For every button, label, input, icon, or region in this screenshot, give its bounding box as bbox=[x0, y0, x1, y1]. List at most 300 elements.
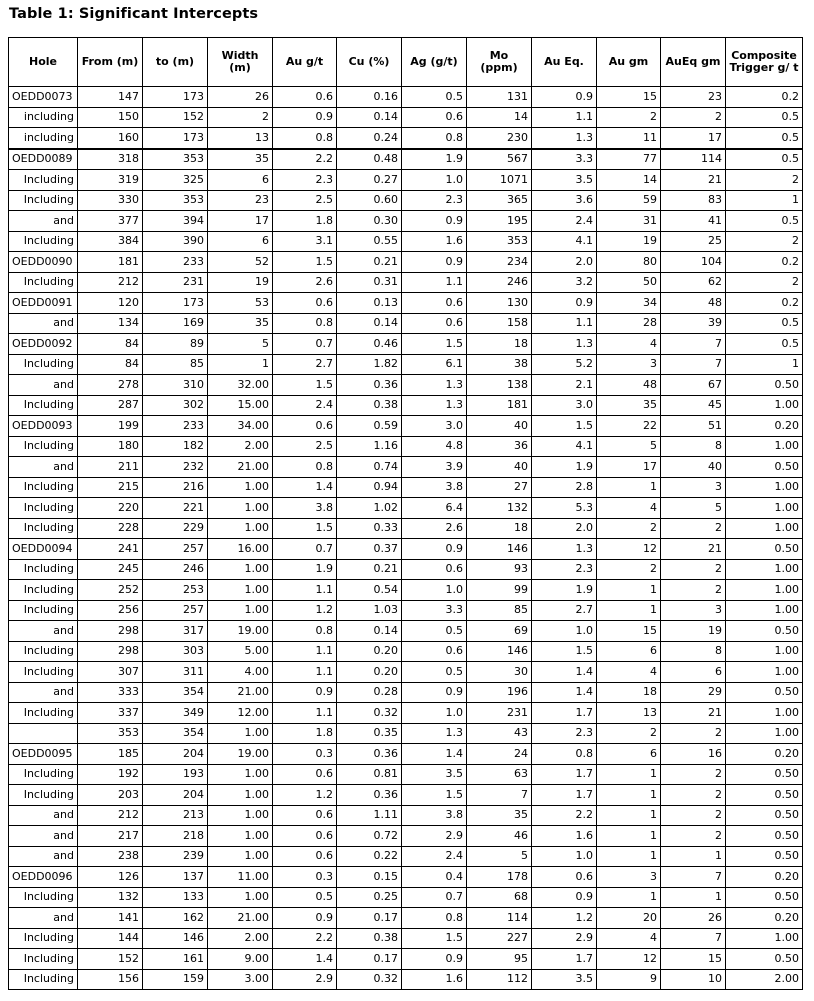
value-cell: 384 bbox=[78, 231, 143, 252]
value-cell: 3 bbox=[597, 867, 661, 888]
value-cell: 257 bbox=[143, 539, 208, 560]
value-cell: 1.00 bbox=[208, 600, 273, 621]
value-cell: 298 bbox=[78, 641, 143, 662]
value-cell: 1 bbox=[597, 764, 661, 785]
hole-cell: Including bbox=[9, 395, 78, 416]
value-cell: 0.9 bbox=[273, 908, 337, 929]
value-cell: 212 bbox=[78, 805, 143, 826]
table-row bbox=[9, 128, 803, 149]
table-row bbox=[9, 723, 803, 744]
value-cell: 3.3 bbox=[402, 600, 467, 621]
value-cell: 2.6 bbox=[273, 272, 337, 293]
table-row bbox=[9, 149, 803, 170]
value-cell: 137 bbox=[143, 867, 208, 888]
value-cell: 19 bbox=[597, 231, 661, 252]
value-cell: 59 bbox=[597, 190, 661, 211]
value-cell: 4.8 bbox=[402, 436, 467, 457]
table-row bbox=[9, 395, 803, 416]
value-cell: 1.2 bbox=[273, 785, 337, 806]
value-cell: 0.3 bbox=[273, 744, 337, 765]
table-row bbox=[9, 744, 803, 765]
value-cell: 4 bbox=[597, 498, 661, 519]
value-cell: 63 bbox=[467, 764, 532, 785]
table-row bbox=[9, 87, 803, 108]
column-header: Width (m) bbox=[208, 38, 273, 87]
value-cell: 126 bbox=[78, 867, 143, 888]
value-cell: 46 bbox=[467, 826, 532, 847]
value-cell: 0.5 bbox=[726, 334, 803, 355]
value-cell: 2 bbox=[726, 231, 803, 252]
value-cell: 0.6 bbox=[273, 846, 337, 867]
value-cell: 278 bbox=[78, 375, 143, 396]
value-cell: 3.0 bbox=[532, 395, 597, 416]
column-header: AuEq gm bbox=[661, 38, 726, 87]
value-cell: 6.1 bbox=[402, 354, 467, 375]
value-cell: 9 bbox=[597, 969, 661, 990]
value-cell: 0.36 bbox=[337, 744, 402, 765]
value-cell: 0.6 bbox=[273, 805, 337, 826]
value-cell: 0.6 bbox=[532, 867, 597, 888]
value-cell: 2.00 bbox=[208, 928, 273, 949]
value-cell: 0.6 bbox=[273, 764, 337, 785]
value-cell: 0.50 bbox=[726, 375, 803, 396]
value-cell: 2.9 bbox=[402, 826, 467, 847]
value-cell: 0.32 bbox=[337, 969, 402, 990]
value-cell: 349 bbox=[143, 703, 208, 724]
value-cell: 0.20 bbox=[337, 662, 402, 683]
value-cell: 158 bbox=[467, 313, 532, 334]
value-cell: 246 bbox=[467, 272, 532, 293]
value-cell: 2 bbox=[661, 580, 726, 601]
value-cell: 19.00 bbox=[208, 744, 273, 765]
value-cell: 11.00 bbox=[208, 867, 273, 888]
value-cell: 0.5 bbox=[402, 87, 467, 108]
value-cell: 0.14 bbox=[337, 621, 402, 642]
value-cell: 3.8 bbox=[402, 477, 467, 498]
value-cell: 212 bbox=[78, 272, 143, 293]
table-body bbox=[9, 87, 803, 990]
value-cell: 15 bbox=[597, 87, 661, 108]
value-cell: 213 bbox=[143, 805, 208, 826]
value-cell: 1.1 bbox=[532, 313, 597, 334]
value-cell: 26 bbox=[208, 87, 273, 108]
value-cell: 1.3 bbox=[402, 395, 467, 416]
value-cell: 196 bbox=[467, 682, 532, 703]
value-cell: 162 bbox=[143, 908, 208, 929]
value-cell: 84 bbox=[78, 354, 143, 375]
value-cell: 2.1 bbox=[532, 375, 597, 396]
value-cell: 0.9 bbox=[402, 949, 467, 970]
value-cell: 146 bbox=[143, 928, 208, 949]
hole-cell: Including bbox=[9, 559, 78, 580]
value-cell: 256 bbox=[78, 600, 143, 621]
value-cell: 18 bbox=[597, 682, 661, 703]
column-header: Composite Trigger g/ t bbox=[726, 38, 803, 87]
value-cell: 6 bbox=[597, 641, 661, 662]
value-cell: 40 bbox=[467, 416, 532, 437]
hole-cell: and bbox=[9, 908, 78, 929]
value-cell: 147 bbox=[78, 87, 143, 108]
value-cell: 0.6 bbox=[273, 293, 337, 314]
value-cell: 0.50 bbox=[726, 949, 803, 970]
value-cell: 160 bbox=[78, 128, 143, 149]
value-cell: 2.7 bbox=[273, 354, 337, 375]
value-cell: 0.37 bbox=[337, 539, 402, 560]
value-cell: 2.9 bbox=[532, 928, 597, 949]
value-cell: 6 bbox=[208, 170, 273, 191]
value-cell: 15.00 bbox=[208, 395, 273, 416]
value-cell: 185 bbox=[78, 744, 143, 765]
value-cell: 0.50 bbox=[726, 682, 803, 703]
value-cell: 18 bbox=[467, 334, 532, 355]
value-cell: 50 bbox=[597, 272, 661, 293]
value-cell: 1.00 bbox=[726, 928, 803, 949]
value-cell: 234 bbox=[467, 252, 532, 273]
value-cell: 0.9 bbox=[402, 682, 467, 703]
value-cell: 0.2 bbox=[726, 293, 803, 314]
value-cell: 0.50 bbox=[726, 785, 803, 806]
hole-cell: and bbox=[9, 621, 78, 642]
value-cell: 0.50 bbox=[726, 805, 803, 826]
value-cell: 229 bbox=[143, 518, 208, 539]
value-cell: 0.2 bbox=[726, 87, 803, 108]
value-cell: 325 bbox=[143, 170, 208, 191]
value-cell: 0.28 bbox=[337, 682, 402, 703]
hole-cell: Including bbox=[9, 580, 78, 601]
value-cell: 0.35 bbox=[337, 723, 402, 744]
value-cell: 1 bbox=[597, 600, 661, 621]
value-cell: 2.9 bbox=[273, 969, 337, 990]
value-cell: 394 bbox=[143, 211, 208, 232]
value-cell: 30 bbox=[467, 662, 532, 683]
value-cell: 1.4 bbox=[532, 682, 597, 703]
value-cell: 1.3 bbox=[402, 723, 467, 744]
value-cell: 353 bbox=[143, 190, 208, 211]
table-row bbox=[9, 211, 803, 232]
value-cell: 3.2 bbox=[532, 272, 597, 293]
value-cell: 2.00 bbox=[208, 436, 273, 457]
value-cell: 21 bbox=[661, 170, 726, 191]
value-cell: 227 bbox=[467, 928, 532, 949]
hole-cell: and bbox=[9, 805, 78, 826]
value-cell: 1 bbox=[597, 580, 661, 601]
value-cell: 69 bbox=[467, 621, 532, 642]
value-cell: 233 bbox=[143, 252, 208, 273]
value-cell: 307 bbox=[78, 662, 143, 683]
value-cell: 217 bbox=[78, 826, 143, 847]
value-cell: 2 bbox=[597, 559, 661, 580]
value-cell: 1 bbox=[597, 846, 661, 867]
value-cell: 1.1 bbox=[532, 107, 597, 128]
value-cell: 4 bbox=[597, 662, 661, 683]
hole-cell: and bbox=[9, 682, 78, 703]
value-cell: 7 bbox=[661, 354, 726, 375]
value-cell: 150 bbox=[78, 107, 143, 128]
value-cell: 2 bbox=[726, 170, 803, 191]
hole-cell: Including bbox=[9, 703, 78, 724]
value-cell: 35 bbox=[467, 805, 532, 826]
value-cell: 1 bbox=[597, 826, 661, 847]
value-cell: 0.5 bbox=[273, 887, 337, 908]
value-cell: 1.5 bbox=[402, 928, 467, 949]
value-cell: 1.16 bbox=[337, 436, 402, 457]
value-cell: 390 bbox=[143, 231, 208, 252]
value-cell: 13 bbox=[208, 128, 273, 149]
value-cell: 1.00 bbox=[726, 477, 803, 498]
value-cell: 302 bbox=[143, 395, 208, 416]
table-row bbox=[9, 703, 803, 724]
value-cell: 199 bbox=[78, 416, 143, 437]
value-cell: 35 bbox=[208, 313, 273, 334]
hole-cell: Including bbox=[9, 764, 78, 785]
value-cell: 1 bbox=[726, 354, 803, 375]
value-cell: 0.50 bbox=[726, 539, 803, 560]
value-cell: 0.50 bbox=[726, 887, 803, 908]
hole-cell: Including bbox=[9, 170, 78, 191]
value-cell: 4.00 bbox=[208, 662, 273, 683]
table-row bbox=[9, 272, 803, 293]
value-cell: 1.9 bbox=[532, 457, 597, 478]
value-cell: 12 bbox=[597, 539, 661, 560]
value-cell: 11 bbox=[597, 128, 661, 149]
value-cell: 138 bbox=[467, 375, 532, 396]
value-cell: 0.20 bbox=[726, 867, 803, 888]
value-cell: 0.16 bbox=[337, 87, 402, 108]
value-cell: 1.3 bbox=[532, 539, 597, 560]
value-cell: 0.20 bbox=[337, 641, 402, 662]
value-cell: 1.1 bbox=[273, 703, 337, 724]
value-cell: 0.94 bbox=[337, 477, 402, 498]
table-row bbox=[9, 518, 803, 539]
value-cell: 0.3 bbox=[273, 867, 337, 888]
value-cell: 218 bbox=[143, 826, 208, 847]
value-cell: 133 bbox=[143, 887, 208, 908]
value-cell: 28 bbox=[597, 313, 661, 334]
value-cell: 2.2 bbox=[273, 149, 337, 170]
table-row bbox=[9, 826, 803, 847]
value-cell: 3.6 bbox=[532, 190, 597, 211]
value-cell: 1.9 bbox=[273, 559, 337, 580]
value-cell: 1.4 bbox=[273, 477, 337, 498]
hole-cell: Including bbox=[9, 600, 78, 621]
table-header-row bbox=[9, 38, 803, 87]
value-cell: 1.3 bbox=[402, 375, 467, 396]
value-cell: 1.3 bbox=[532, 128, 597, 149]
value-cell: 228 bbox=[78, 518, 143, 539]
value-cell: 21.00 bbox=[208, 457, 273, 478]
value-cell: 1.5 bbox=[273, 375, 337, 396]
value-cell: 1.00 bbox=[208, 887, 273, 908]
hole-cell: OEDD0073 bbox=[9, 87, 78, 108]
value-cell: 1 bbox=[661, 846, 726, 867]
table-row bbox=[9, 559, 803, 580]
value-cell: 1 bbox=[597, 805, 661, 826]
value-cell: 0.5 bbox=[726, 313, 803, 334]
value-cell: 2.3 bbox=[532, 559, 597, 580]
value-cell: 1.00 bbox=[726, 641, 803, 662]
value-cell: 0.6 bbox=[273, 826, 337, 847]
value-cell: 48 bbox=[597, 375, 661, 396]
value-cell: 0.50 bbox=[726, 621, 803, 642]
value-cell: 0.72 bbox=[337, 826, 402, 847]
value-cell: 7 bbox=[661, 867, 726, 888]
value-cell: 134 bbox=[78, 313, 143, 334]
value-cell: 1 bbox=[597, 477, 661, 498]
value-cell: 0.6 bbox=[402, 107, 467, 128]
value-cell: 1.00 bbox=[208, 580, 273, 601]
value-cell: 0.20 bbox=[726, 908, 803, 929]
value-cell: 1.00 bbox=[726, 518, 803, 539]
value-cell: 298 bbox=[78, 621, 143, 642]
hole-cell: Including bbox=[9, 498, 78, 519]
value-cell: 4 bbox=[597, 928, 661, 949]
value-cell: 0.8 bbox=[532, 744, 597, 765]
value-cell: 2.5 bbox=[273, 436, 337, 457]
table-row bbox=[9, 969, 803, 990]
value-cell: 1.11 bbox=[337, 805, 402, 826]
hole-cell bbox=[9, 723, 78, 744]
value-cell: 252 bbox=[78, 580, 143, 601]
value-cell: 1.8 bbox=[273, 211, 337, 232]
value-cell: 161 bbox=[143, 949, 208, 970]
value-cell: 317 bbox=[143, 621, 208, 642]
hole-cell: Including bbox=[9, 928, 78, 949]
value-cell: 1.00 bbox=[726, 723, 803, 744]
value-cell: 1.82 bbox=[337, 354, 402, 375]
value-cell: 0.30 bbox=[337, 211, 402, 232]
value-cell: 0.9 bbox=[273, 107, 337, 128]
value-cell: 6.4 bbox=[402, 498, 467, 519]
hole-cell: and bbox=[9, 313, 78, 334]
column-header: Au gm bbox=[597, 38, 661, 87]
value-cell: 192 bbox=[78, 764, 143, 785]
hole-cell: Including bbox=[9, 190, 78, 211]
table-row bbox=[9, 107, 803, 128]
value-cell: 0.59 bbox=[337, 416, 402, 437]
value-cell: 2.5 bbox=[273, 190, 337, 211]
hole-cell: Including bbox=[9, 272, 78, 293]
value-cell: 1071 bbox=[467, 170, 532, 191]
value-cell: 0.5 bbox=[402, 621, 467, 642]
value-cell: 3.8 bbox=[273, 498, 337, 519]
hole-cell: and bbox=[9, 211, 78, 232]
value-cell: 3.5 bbox=[532, 170, 597, 191]
value-cell: 48 bbox=[661, 293, 726, 314]
value-cell: 84 bbox=[78, 334, 143, 355]
value-cell: 93 bbox=[467, 559, 532, 580]
value-cell: 1.02 bbox=[337, 498, 402, 519]
table-row bbox=[9, 908, 803, 929]
value-cell: 21.00 bbox=[208, 908, 273, 929]
value-cell: 45 bbox=[661, 395, 726, 416]
value-cell: 180 bbox=[78, 436, 143, 457]
value-cell: 1.9 bbox=[402, 149, 467, 170]
value-cell: 377 bbox=[78, 211, 143, 232]
value-cell: 1.00 bbox=[208, 846, 273, 867]
value-cell: 104 bbox=[661, 252, 726, 273]
value-cell: 21 bbox=[661, 703, 726, 724]
value-cell: 89 bbox=[143, 334, 208, 355]
value-cell: 1.5 bbox=[532, 416, 597, 437]
value-cell: 287 bbox=[78, 395, 143, 416]
value-cell: 1.6 bbox=[532, 826, 597, 847]
value-cell: 0.4 bbox=[402, 867, 467, 888]
value-cell: 211 bbox=[78, 457, 143, 478]
value-cell: 6 bbox=[208, 231, 273, 252]
table-row bbox=[9, 354, 803, 375]
value-cell: 173 bbox=[143, 128, 208, 149]
hole-cell: OEDD0093 bbox=[9, 416, 78, 437]
value-cell: 353 bbox=[143, 149, 208, 170]
value-cell: 2.2 bbox=[532, 805, 597, 826]
value-cell: 0.6 bbox=[402, 641, 467, 662]
value-cell: 95 bbox=[467, 949, 532, 970]
value-cell: 354 bbox=[143, 682, 208, 703]
value-cell: 1.00 bbox=[208, 477, 273, 498]
value-cell: 1.00 bbox=[726, 662, 803, 683]
value-cell: 3.5 bbox=[402, 764, 467, 785]
value-cell: 0.21 bbox=[337, 252, 402, 273]
value-cell: 31 bbox=[597, 211, 661, 232]
value-cell: 0.50 bbox=[726, 846, 803, 867]
value-cell: 18 bbox=[467, 518, 532, 539]
value-cell: 67 bbox=[661, 375, 726, 396]
value-cell: 2.2 bbox=[273, 928, 337, 949]
column-header: Mo (ppm) bbox=[467, 38, 532, 87]
value-cell: 0.60 bbox=[337, 190, 402, 211]
value-cell: 2.00 bbox=[726, 969, 803, 990]
value-cell: 2 bbox=[661, 107, 726, 128]
value-cell: 15 bbox=[661, 949, 726, 970]
value-cell: 36 bbox=[467, 436, 532, 457]
value-cell: 1.00 bbox=[726, 498, 803, 519]
value-cell: 241 bbox=[78, 539, 143, 560]
hole-cell: Including bbox=[9, 641, 78, 662]
value-cell: 2.6 bbox=[402, 518, 467, 539]
value-cell: 159 bbox=[143, 969, 208, 990]
value-cell: 53 bbox=[208, 293, 273, 314]
value-cell: 51 bbox=[661, 416, 726, 437]
value-cell: 1.0 bbox=[532, 846, 597, 867]
value-cell: 23 bbox=[661, 87, 726, 108]
value-cell: 0.31 bbox=[337, 272, 402, 293]
value-cell: 3.1 bbox=[273, 231, 337, 252]
value-cell: 2.4 bbox=[532, 211, 597, 232]
value-cell: 1.0 bbox=[402, 580, 467, 601]
value-cell: 0.8 bbox=[273, 621, 337, 642]
value-cell: 231 bbox=[467, 703, 532, 724]
value-cell: 1.1 bbox=[273, 662, 337, 683]
value-cell: 2.3 bbox=[273, 170, 337, 191]
value-cell: 0.36 bbox=[337, 785, 402, 806]
value-cell: 0.9 bbox=[402, 539, 467, 560]
value-cell: 40 bbox=[467, 457, 532, 478]
value-cell: 2 bbox=[208, 107, 273, 128]
value-cell: 3.00 bbox=[208, 969, 273, 990]
hole-cell: Including bbox=[9, 969, 78, 990]
table-row bbox=[9, 252, 803, 273]
hole-cell: Including bbox=[9, 662, 78, 683]
value-cell: 19 bbox=[208, 272, 273, 293]
value-cell: 2.7 bbox=[532, 600, 597, 621]
value-cell: 337 bbox=[78, 703, 143, 724]
value-cell: 0.74 bbox=[337, 457, 402, 478]
value-cell: 7 bbox=[661, 928, 726, 949]
table-row bbox=[9, 928, 803, 949]
value-cell: 169 bbox=[143, 313, 208, 334]
value-cell: 14 bbox=[467, 107, 532, 128]
value-cell: 1.00 bbox=[726, 580, 803, 601]
